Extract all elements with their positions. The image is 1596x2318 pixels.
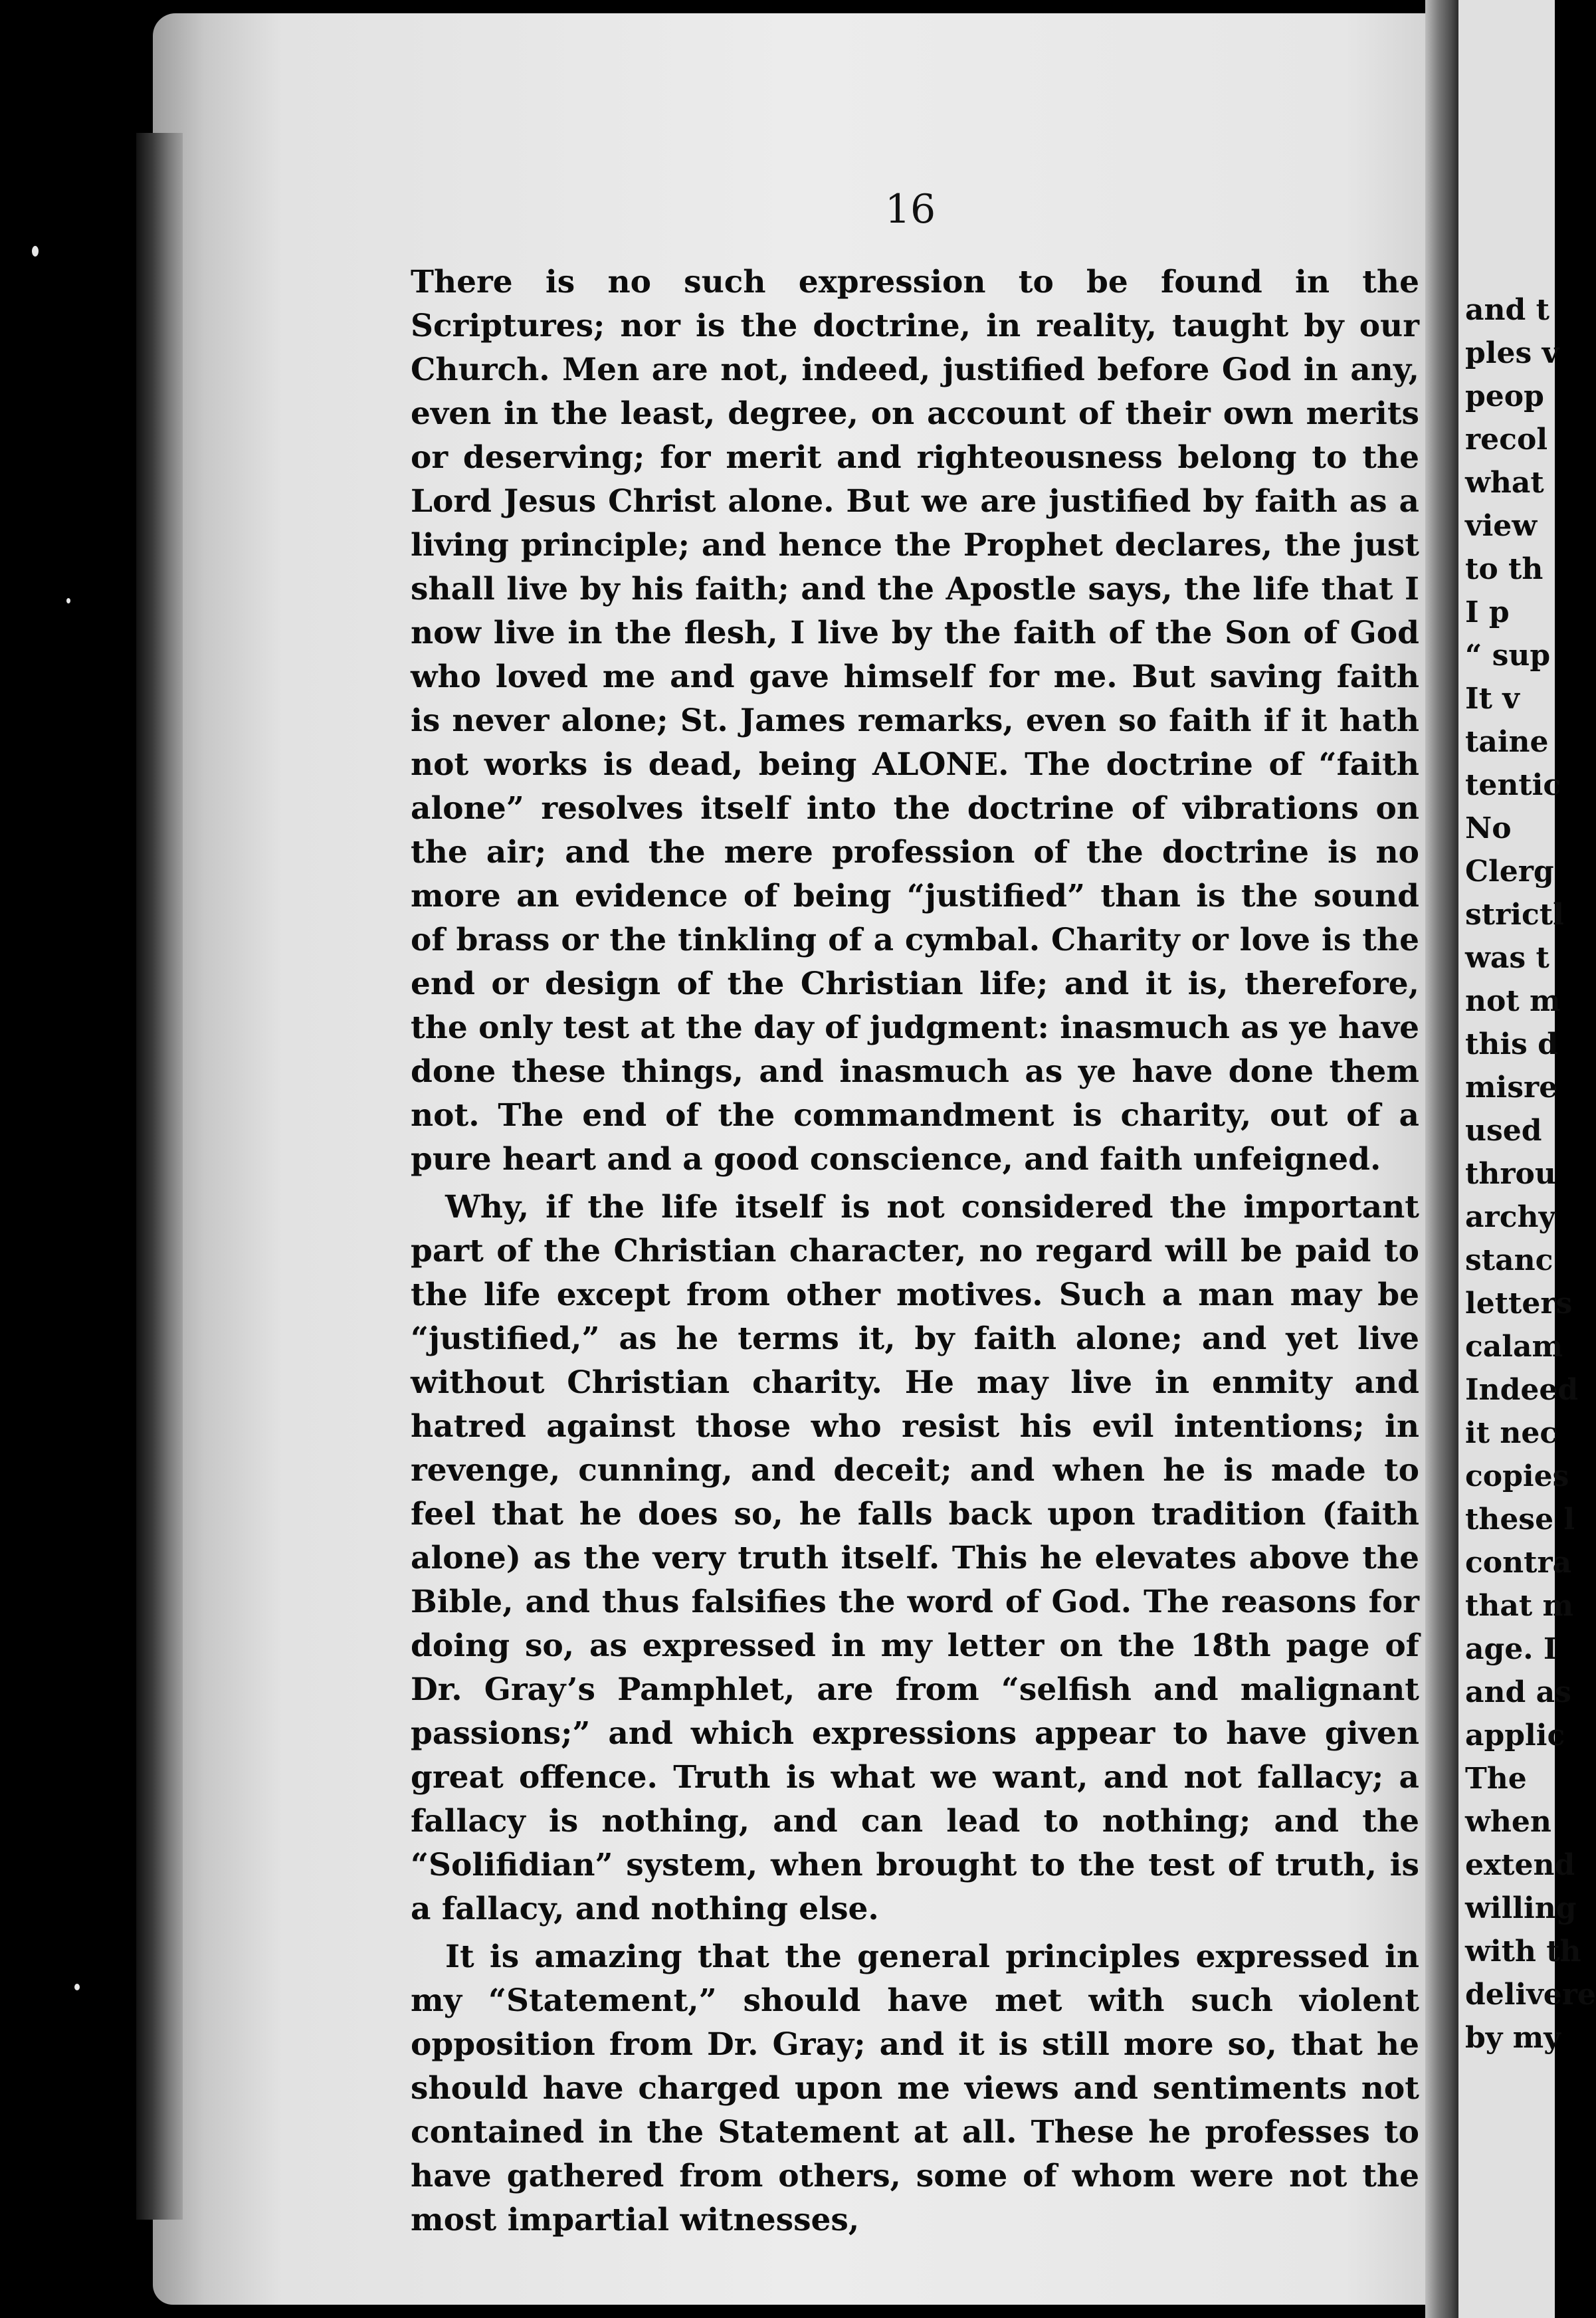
facing-page-line: by my bbox=[1465, 2021, 1561, 2055]
facing-page-line: when bbox=[1465, 1805, 1551, 1839]
facing-page-line: willing bbox=[1465, 1891, 1577, 1925]
binding-gutter bbox=[1425, 0, 1458, 2318]
paragraph: It is amazing that the general principles expressed in my “Statement,” should have met with such violent opposition from Dr. Gray; and it is still more so, that he should have charged upon me views and sentiments not contained in the Statement at all. These he professes to have gathered from others, some of whom were not the most impartial witnesses, bbox=[411, 1939, 1419, 2238]
facing-page-line: It v bbox=[1465, 682, 1520, 716]
facing-page-line: “ sup bbox=[1465, 639, 1551, 673]
facing-page-line: recol bbox=[1465, 423, 1548, 457]
facing-page-line: not m bbox=[1465, 984, 1561, 1018]
facing-page-line: applic bbox=[1465, 1719, 1565, 1752]
facing-page-line: these l bbox=[1465, 1503, 1575, 1536]
facing-page-line: with th bbox=[1465, 1935, 1581, 1968]
facing-page-line: strictl bbox=[1465, 898, 1564, 932]
facing-page-line: peop bbox=[1465, 379, 1544, 413]
scan-speck bbox=[32, 246, 39, 257]
facing-page-line: extend bbox=[1465, 1848, 1575, 1882]
facing-page-line: age. I bbox=[1465, 1632, 1557, 1666]
facing-page-line: tentic bbox=[1465, 768, 1561, 802]
facing-page-line: copies bbox=[1465, 1459, 1569, 1493]
facing-page-line: I p bbox=[1465, 595, 1510, 629]
facing-page-line: taine bbox=[1465, 725, 1549, 759]
facing-page-line: ples v bbox=[1465, 336, 1559, 370]
facing-page-line: and t bbox=[1465, 293, 1549, 327]
facing-page-line: contra bbox=[1465, 1546, 1572, 1580]
scan-speck bbox=[74, 1984, 80, 1990]
facing-page-line: calam bbox=[1465, 1330, 1563, 1364]
facing-page-line: used bbox=[1465, 1114, 1542, 1148]
facing-page-line: stanc bbox=[1465, 1243, 1553, 1277]
facing-page-line: Clerg bbox=[1465, 855, 1554, 889]
facing-page-line: No bbox=[1465, 811, 1512, 845]
facing-page-line: to th bbox=[1465, 552, 1544, 586]
facing-page-line: that m bbox=[1465, 1589, 1574, 1623]
facing-page-line: delivere bbox=[1465, 1978, 1596, 2012]
facing-page-line: view bbox=[1465, 509, 1538, 543]
paragraph: There is no such expression to be found in the Scriptures; nor is the doctrine, in reality, taught by our Church. Men are not, indeed, justified before God in any, even in the least, degree, on account of their own merits or deserving; for merit and righteousness belong to the Lord Jesus Christ alone. But we are justified by faith as a living principle; and hence the Prophet declares, the just shall live by his faith; and the Apostle says, the life that I now live in the flesh, I live by the faith of the Son of God who loved me and gave himself for me. But saving faith is never alone; St. James remarks, even so faith if it hath not works is dead, being ALONE. The doctrine of “faith alone” resolves itself into the doctrine of vibrations on the air; and the mere profession of the doctrine is no more an evidence of being “justified” than is the sound of brass or the tinkling of a cymbal. Charity or love is the end or design of the Christian life; and it is, therefore, the only test at the day of judgment: inasmuch as ye have done these things, and inasmuch as ye have done them not. The end of the commandment is charity, out of a pure heart and a good conscience, and faith unfeigned. bbox=[411, 264, 1419, 1178]
facing-page-line: this d bbox=[1465, 1027, 1558, 1061]
facing-page-line: and as bbox=[1465, 1675, 1571, 1709]
facing-page-line: Indeed bbox=[1465, 1373, 1579, 1407]
page-number: 16 bbox=[884, 186, 936, 233]
page-edge-shadow bbox=[136, 133, 183, 2220]
body-text bbox=[411, 261, 1419, 2246]
facing-page-line: it nec bbox=[1465, 1416, 1558, 1450]
facing-page-line: The bbox=[1465, 1762, 1527, 1796]
facing-page-line: was t bbox=[1465, 941, 1549, 975]
facing-page-line: what bbox=[1465, 466, 1544, 500]
facing-page-line: archy bbox=[1465, 1200, 1556, 1234]
facing-page-line: letters bbox=[1465, 1287, 1573, 1320]
scan-speck bbox=[66, 598, 70, 603]
facing-page-line: misre bbox=[1465, 1071, 1558, 1105]
paragraph: Why, if the life itself is not considered the important part of the Christian character, no regard will be paid to the life except from other motives. Such a man may be “justified,” as he terms it, by faith alone; and yet live without Christian charity. He may live in enmity and hatred against those who resist his evil intentions; in revenge, cunning, and deceit; and when he is made to feel that he does so, he falls back upon tradition (faith alone) as the very truth itself. This he elevates above the Bible, and thus falsifies the word of God. The reasons for doing so, as expressed in my letter on the 18th page of Dr. Gray’s Pamphlet, are from “selfish and malignant passions;” and which expressions appear to have given great offence. Truth is what we want, and not fallacy; a fallacy is nothing, and can lead to nothing; and the “Solifidian” system, when brought to the test of truth, is a fallacy, and nothing else. bbox=[411, 1189, 1419, 1927]
facing-page-line: throu bbox=[1465, 1157, 1556, 1191]
